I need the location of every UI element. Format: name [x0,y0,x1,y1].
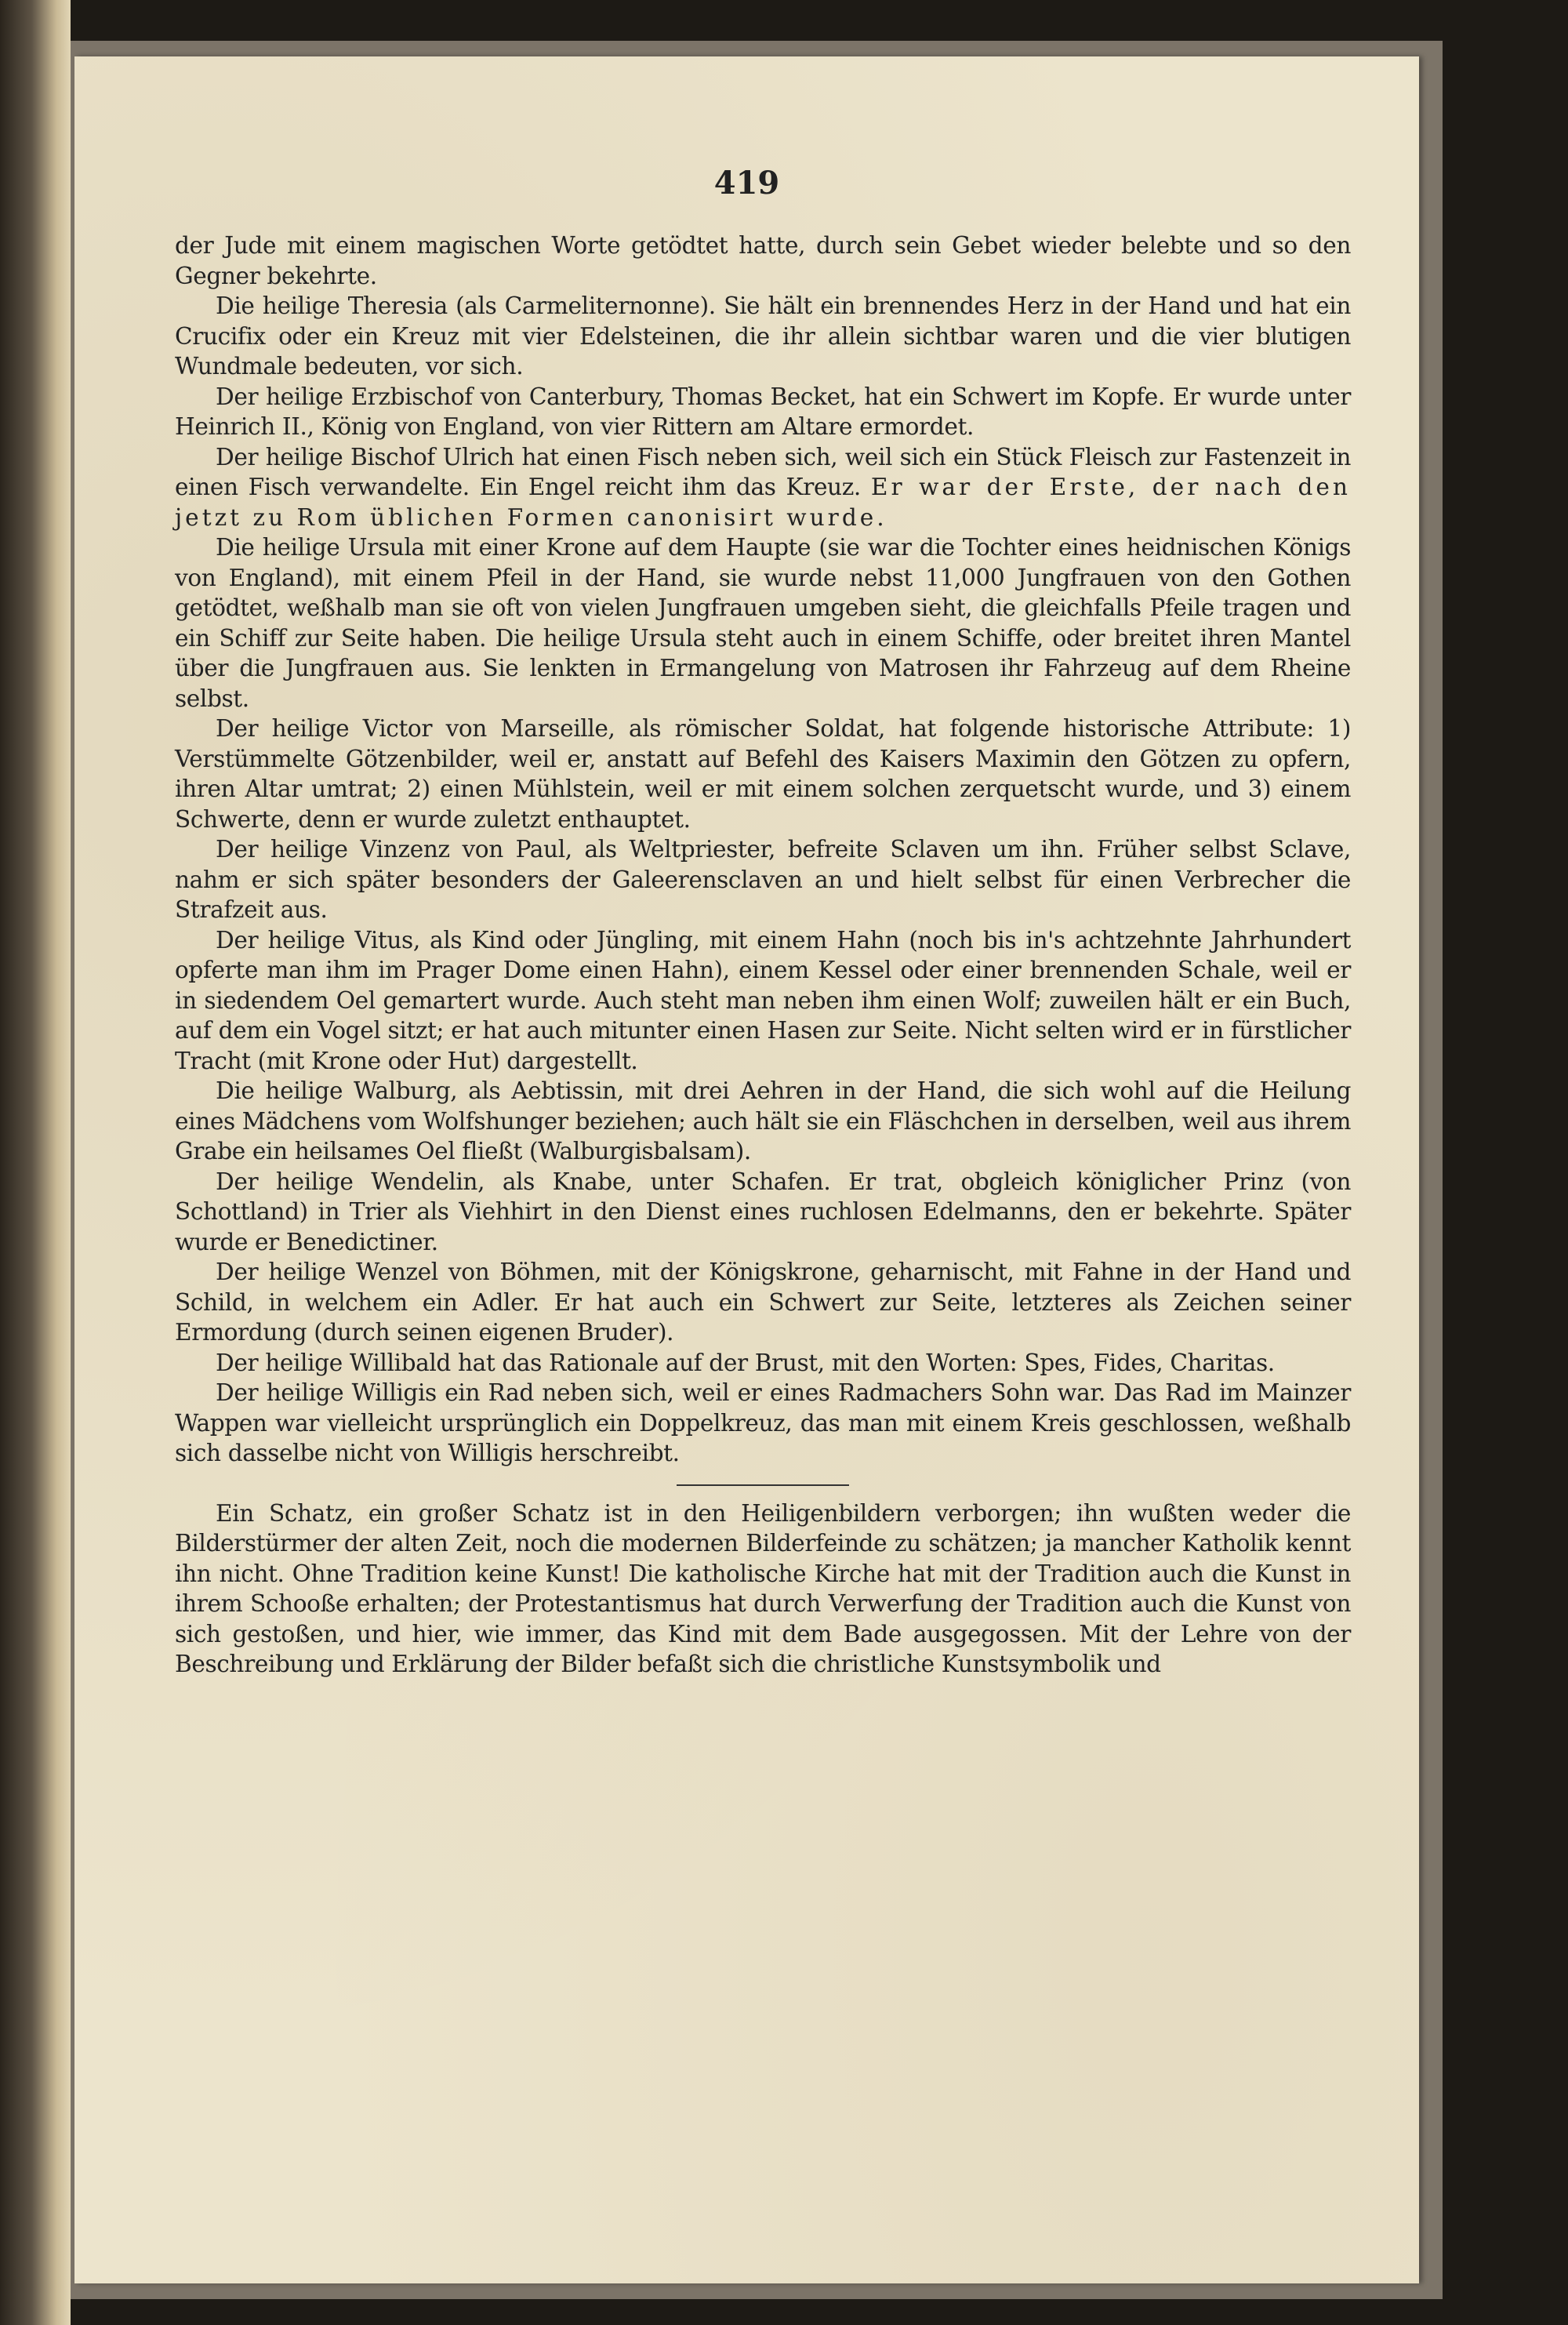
paragraph-ulrich [175,442,1351,533]
paragraph-willigis: Der heilige Willigis ein Rad neben sich, weil er eines Radmachers Sohn war. Das Rad im Mainzer Wappen war vielleicht ursprünglich ein Doppelkreuz, das man mit einem Kreis geschlossen, weßhalb sich dasselbe nicht von Willigis herschreibt. [175,1379,1351,1466]
paragraph-walburg: Die heilige Walburg, als Aebtissin, mit drei Aehren in der Hand, die sich wohl auf die Heilung eines Mädchens vom Wolfshunger beziehen; auch hält sie ein Fläschchen in derselben, weil aus ihrem Grabe ein heilsames Oel fließt (Walburgisbalsam). [175,1077,1351,1164]
paragraph-becket: Der heilige Erzbischof von Canterbury, Thomas Becket, hat ein Schwert im Kopfe. Er wurde unter Heinrich II., König von England, von vier Rittern am Altare ermordet. [175,383,1351,440]
paragraph-vitus: Der heilige Vitus, als Kind oder Jüngling, mit einem Hahn (noch bis in's achtzehnte Jahrhundert opferte man ihm im Prager Dome einen Hahn), einem Kessel oder einer brennenden Schale, weil er in siedendem Oel gemartert wurde. Auch steht man neben ihm einen Wolf; zuweilen hält er ein Buch, auf dem ein Vogel sitzt; er hat auch mitunter einen Hasen zur Seite. Nicht selten wird er in fürstlicher Tracht (mit Krone oder Hut) dargestellt. [175,926,1351,1074]
section-divider [677,1484,849,1486]
book-page [74,56,1419,2283]
paragraph-wendelin: Der heilige Wendelin, als Knabe, unter Schafen. Er trat, obgleich königlicher Prinz (von Schottland) in Trier als Viehhirt in den Dienst eines ruchlosen Edelmanns, den er bekehrte. Später wurde er Benedictiner. [175,1168,1351,1255]
paragraph-theresia: Die heilige Theresia (als Carmeliternonne). Sie hält ein brennendes Herz in der Hand und hat ein Crucifix oder ein Kreuz mit vier Edelsteinen, die ihr allein sichtbar waren und die vier blutigen Wundmale bedeuten, vor sich. [175,292,1351,380]
paragraph-ulrich-spaced: Er war der Erste, der nach den jetzt zu Rom üblichen Formen canonisirt wurde. [175,474,1351,531]
paragraph-willibald: Der heilige Willibald hat das Rationale auf der Brust, mit den Worten: Spes, Fides, Charitas. [216,1349,1275,1376]
paragraph-ulrich-text: Der heilige Bischof Ulrich hat einen Fisch neben sich, weil sich ein Stück Fleisch zur Fastenzeit in einen Fisch verwandelte. Ein Engel reicht ihm das Kreuz. [175,443,1351,500]
paragraph-jude: der Jude mit einem magischen Worte getödtet hatte, durch sein Gebet wieder belebte und so den Gegner bekehrte. [175,232,1351,289]
paragraph-vinzenz: Der heilige Vinzenz von Paul, als Weltpriester, befreite Sclaven um ihn. Früher selbst Sclave, nahm er sich später besonders der Galeerensclaven an und hielt selbst für einen Verbrecher die Strafzeit aus. [175,836,1351,923]
paragraph-wenzel: Der heilige Wenzel von Böhmen, mit der Königskrone, geharnischt, mit Fahne in der Hand und Schild, in welchem ein Adler. Er hat auch ein Schwert zur Seite, letzteres als Zeichen seiner Ermordung (durch seinen eigenen Bruder). [175,1259,1351,1346]
page-number: 419 [713,165,780,202]
paragraph-closing: Ein Schatz, ein großer Schatz ist in den Heiligenbildern verborgen; ihn wußten weder die Bilderstürmer der alten Zeit, noch die modernen Bilderfeinde zu schätzen; ja mancher Katholik kennt ihn nicht. Ohne Tradition keine Kunst! Die katholische Kirche hat mit der Tradition auch die Kunst in ihrem Schooße erhalten; der Protestantismus hat durch Verwerfung der Tradition auch die Kunst von sich gestoßen, und hier, wie immer, das Kind mit dem Bade ausgegossen. Mit der Lehre von der Beschreibung und Erklärung der Bilder befaßt sich die christliche Kunstsymbolik und [175,1499,1351,1677]
paragraph-ursula: Die heilige Ursula mit einer Krone auf dem Haupte (sie war die Tochter eines heidnischen Königs von England), mit einem Pfeil in der Hand, sie wurde nebst 11,000 Jungfrauen von den Gothen getödtet, weßhalb man sie oft von vielen Jungfrauen umgeben sieht, die gleichfalls Pfeile tragen und ein Schiff zur Seite haben. Die heilige Ursula steht auch in einem Schiffe, oder breitet ihren Mantel über die Jungfrauen aus. Sie lenkten in Ermangelung von Matrosen ihr Fahrzeug auf dem Rheine selbst. [175,534,1351,712]
book-spine-shadow [0,0,71,2325]
body-text [175,231,1351,1680]
paragraph-victor: Der heilige Victor von Marseille, als römischer Soldat, hat folgende historische Attribute: 1) Verstümmelte Götzenbilder, weil er, anstatt auf Befehl des Kaisers Maximin den Götzen zu opfern, ihren Altar umtrat; 2) einen Mühlstein, weil er mit einem solchen zerquetscht wurde, und 3) einem Schwerte, denn er wurde zuletzt enthauptet. [175,715,1351,833]
